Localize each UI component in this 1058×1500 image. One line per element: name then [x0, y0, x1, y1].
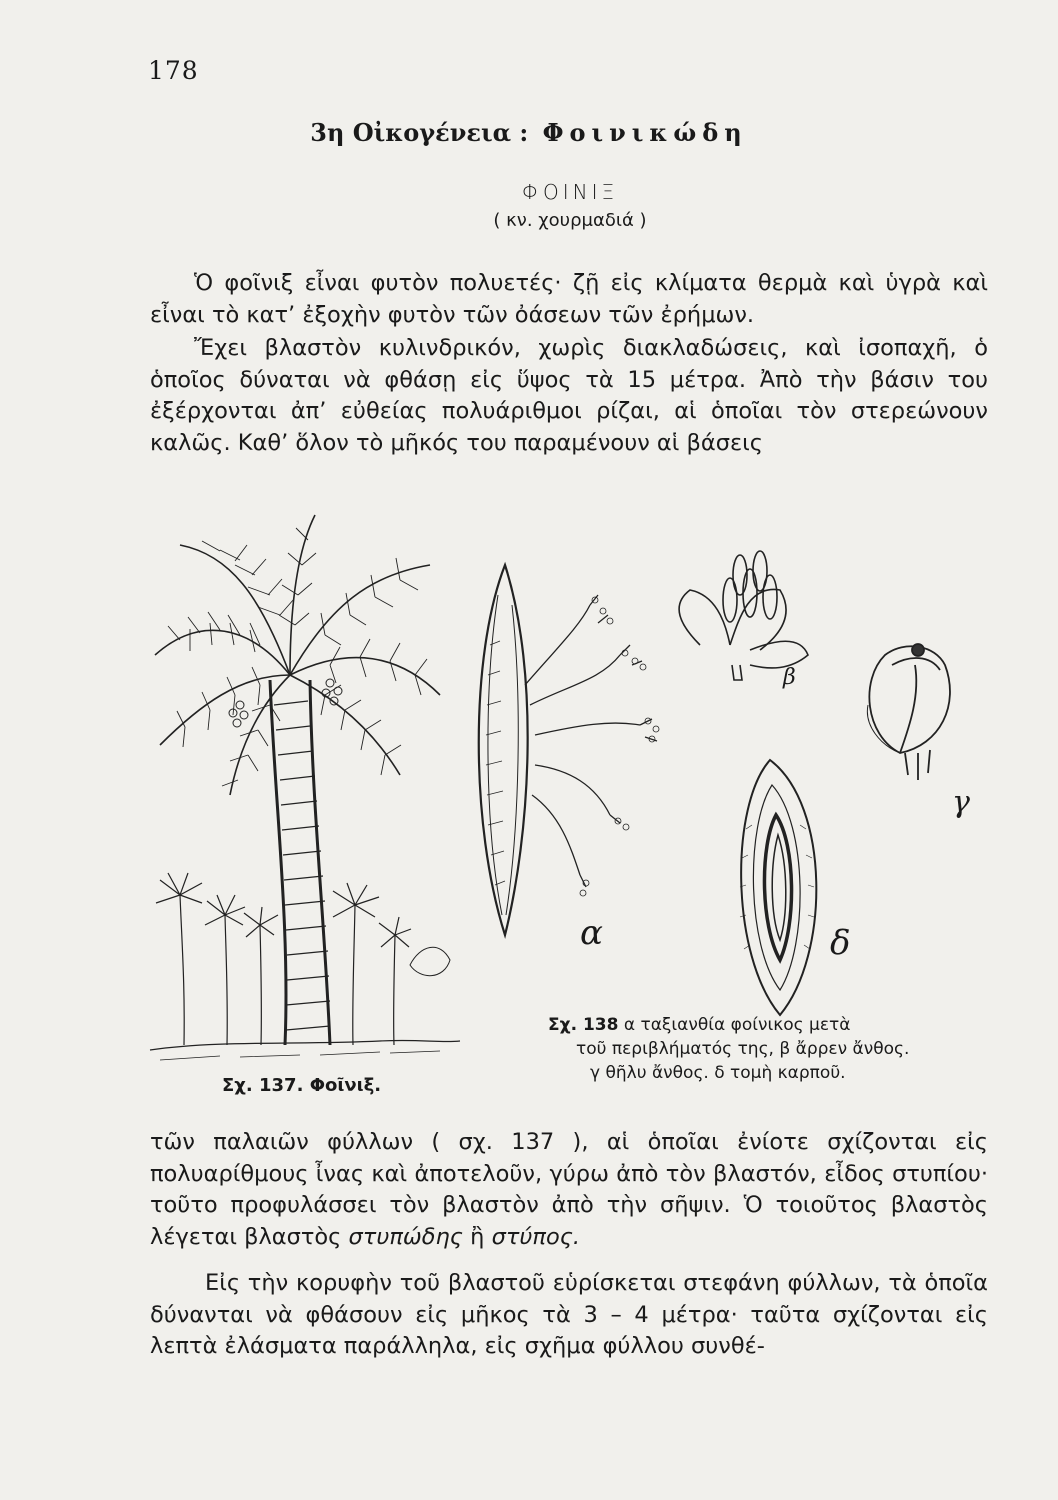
figure-label-alpha: α	[580, 913, 603, 953]
caption-138-lead: Σχ. 138	[548, 1015, 619, 1035]
chapter-heading-name: Φοινικώδη	[542, 118, 748, 147]
paragraph-4: Εἰς τὴν κορυφὴν τοῦ βλαστοῦ εὑρίσκεται στεφάνη φύλλων, τὰ ὁποῖα δύνανται νὰ φθάσουν εἰς μῆκος τὰ 3 – 4 μέτρα· ταῦτα σχίζονται εἰς λεπτὰ ἐλάσματα παράλληλα, εἰς σχῆμα φύλλου συνθέ-	[150, 1270, 988, 1359]
figure-label-gamma: γ	[952, 785, 970, 820]
paragraph-3-italic-2: στύπος.	[491, 1223, 581, 1250]
figure-label-delta: δ	[830, 923, 851, 963]
paragraph-3	[150, 1127, 988, 1253]
date-palm-illustration	[140, 505, 1010, 1095]
chapter-heading	[0, 118, 1058, 147]
paragraph-3-conjunction: ἢ	[470, 1223, 485, 1250]
plant-subtitle: ( κν. χουρμαδιά )	[493, 210, 647, 231]
figure-area	[140, 505, 1010, 1095]
caption-138-line-2: τοῦ περιβλήματός της, β ἄρρεν ἄνθος.	[576, 1039, 910, 1059]
paragraph-2: Ἔχει βλαστὸν κυλινδρικόν, χωρὶς διακλαδώσεις, καὶ ἰσοπαχῆ, ὁ ὁποῖος δύναται νὰ φθάσῃ εἰς ὕψος τὰ 15 μέτρα. Ἀπὸ τὴν βάσιν του ἐξέρχονται ἀπ’ εὐθείας πολυάριθμοι ρίζαι, αἱ ὁποῖαι τὸν στερεώνουν καλῶς. Καθ’ ὅλον τὸ μῆκός του παραμένουν αἱ βάσεις	[150, 335, 988, 456]
caption-138-line-3: γ θῆλυ ἄνθος. δ τομὴ καρποῦ.	[590, 1063, 846, 1083]
figure-label-beta: β	[783, 665, 796, 690]
paragraph-1: Ὁ φοῖνιξ εἶναι φυτὸν πολυετές· ζῇ εἰς κλίματα θερμὰ καὶ ὑγρὰ καὶ εἶναι τὸ κατ’ ἐξοχὴν φυτὸν τῶν ὀάσεων τῶν ἐρήμων.	[150, 270, 988, 328]
chapter-heading-prefix: 3η Οἰκογένεια :	[310, 118, 529, 147]
paragraph-3-italic-1: στυπώδης	[348, 1223, 463, 1250]
page-number: 178	[148, 56, 199, 85]
caption-138-line-1: α ταξιανθία φοίνικος μετὰ	[623, 1015, 851, 1035]
caption-fig-138	[548, 1013, 968, 1085]
paragraph-3-text: τῶν παλαιῶν φύλλων ( σχ. 137 ), αἱ ὁποῖαι ἐνίοτε σχίζονται εἰς πολυαρίθμους ἶνας καὶ ἀποτελοῦν, γύρω ἀπὸ τὸν βλαστόν, εἶδος στυπίου· τοῦτο προφυλάσσει τὸν βλαστὸν ἀπὸ τὴν σῆψιν. Ὁ τοιοῦτος βλαστὸς λέγεται βλαστὸς	[150, 1129, 988, 1250]
caption-fig-137: Σχ. 137. Φοῖνιξ.	[222, 1075, 382, 1096]
plant-title: ΦΟΙΝΙΞ	[521, 180, 619, 204]
